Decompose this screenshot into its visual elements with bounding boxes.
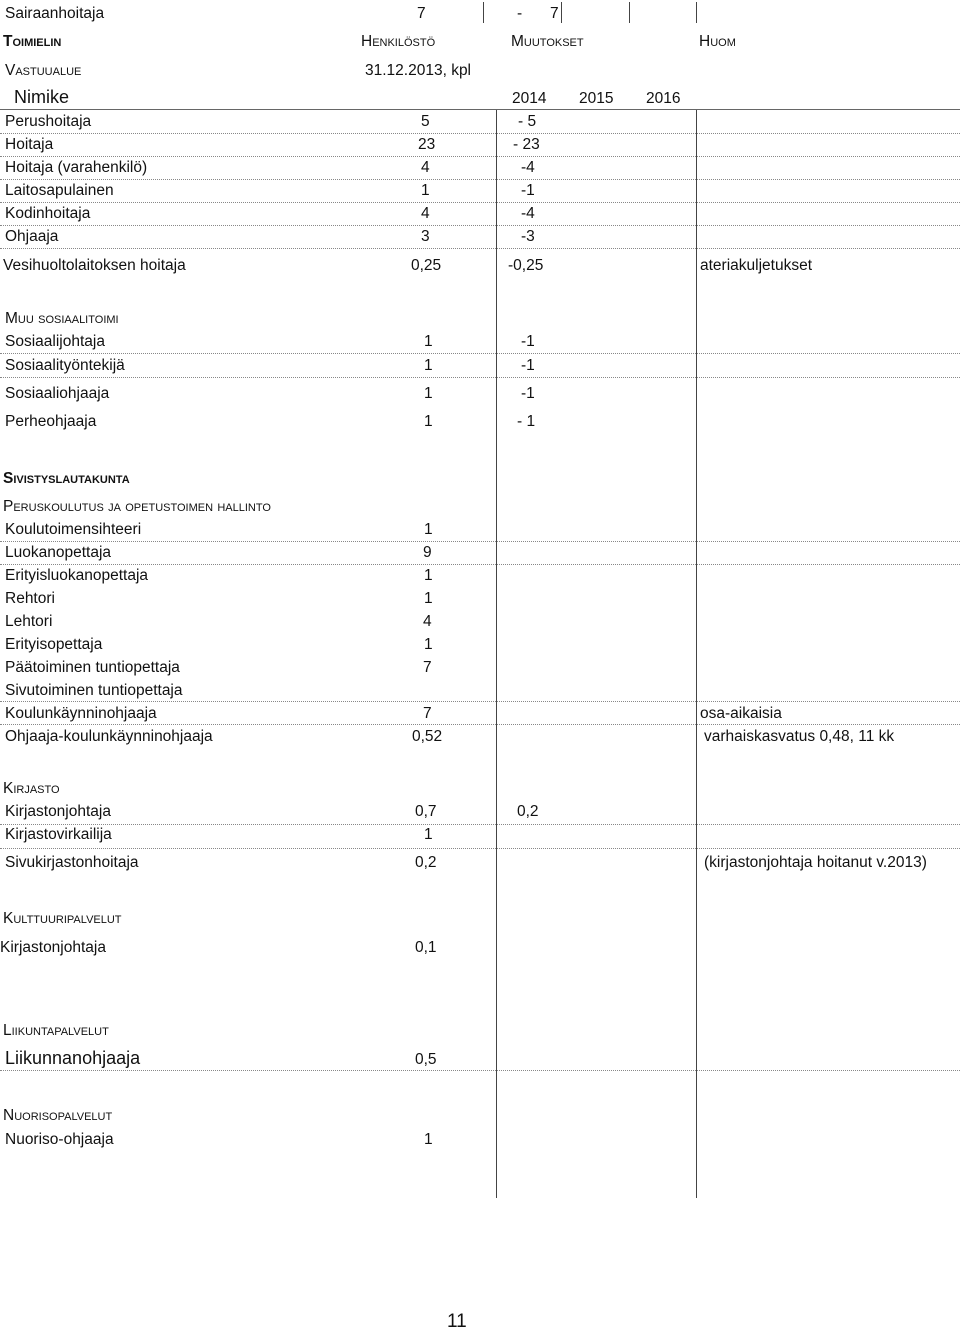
row-title: Hoitaja (varahenkilö) xyxy=(5,159,148,176)
row-count: 7 xyxy=(417,5,426,22)
vastuualue-date: 31.12.2013, kpl xyxy=(365,62,472,79)
row-count: 0,5 xyxy=(415,1051,437,1068)
row-title: Sosiaalityöntekijä xyxy=(5,357,125,374)
row-count: 1 xyxy=(424,636,433,653)
vastuualue-label: Vastuualue xyxy=(5,62,82,79)
section-heading: Liikuntapalvelut xyxy=(3,1022,109,1039)
column-divider xyxy=(483,2,484,23)
row-title: Kirjastovirkailija xyxy=(5,826,112,843)
row-count: 0,1 xyxy=(415,939,437,956)
row-count: 0,2 xyxy=(415,854,437,871)
row-title: Kodinhoitaja xyxy=(5,205,91,222)
row-title: Sivutoiminen tuntiopettaja xyxy=(5,682,183,699)
column-divider xyxy=(696,2,697,23)
section-heading: Kulttuuripalvelut xyxy=(3,910,122,927)
row-change: - 5 xyxy=(518,113,537,130)
row-count: 1 xyxy=(424,413,433,430)
row-count: 1 xyxy=(424,567,433,584)
row-count: 1 xyxy=(424,826,433,843)
row-count: 5 xyxy=(421,113,430,130)
section-heading: Kirjasto xyxy=(3,780,60,797)
column-divider xyxy=(629,2,630,23)
year-header: 2014 xyxy=(512,90,547,107)
year-header: 2016 xyxy=(646,90,681,107)
row-count: 0,7 xyxy=(415,803,437,820)
row-change: - 1 xyxy=(517,413,536,430)
row-rule xyxy=(0,377,960,378)
row-title: Koulutoimensihteeri xyxy=(5,521,142,538)
header-huom: Huom xyxy=(699,33,736,50)
column-divider xyxy=(496,110,497,1198)
row-count: 1 xyxy=(424,385,433,402)
row-count: 3 xyxy=(421,228,430,245)
row-rule xyxy=(0,564,960,565)
header-muutokset: Muutokset xyxy=(511,33,584,50)
row-rule xyxy=(0,133,960,134)
row-title: Luokanopettaja xyxy=(5,544,112,561)
row-title: Hoitaja xyxy=(5,136,54,153)
row-change: -1 xyxy=(521,385,535,402)
row-note: osa-aikaisia xyxy=(700,705,782,722)
row-title: Kirjastonjohtaja xyxy=(0,939,106,956)
row-title: Päätoiminen tuntiopettaja xyxy=(5,659,180,676)
row-count: 0,25 xyxy=(411,257,442,274)
row-count: 1 xyxy=(424,590,433,607)
row-count: 1 xyxy=(424,333,433,350)
row-count: 7 xyxy=(423,705,432,722)
row-rule xyxy=(0,724,960,725)
row-note: ateriakuljetukset xyxy=(700,257,813,274)
row-change: - xyxy=(517,5,523,22)
row-count: 7 xyxy=(423,659,432,676)
row-title: Erityisluokanopettaja xyxy=(5,567,149,584)
column-divider xyxy=(696,110,697,1198)
header-rule xyxy=(0,109,960,110)
row-rule xyxy=(0,248,960,249)
row-rule xyxy=(0,541,960,542)
row-change: -1 xyxy=(521,357,535,374)
row-change: -1 xyxy=(521,182,535,199)
row-count: 23 xyxy=(418,136,436,153)
row-title: Rehtori xyxy=(5,590,55,607)
row-note: (kirjastonjohtaja hoitanut v.2013) xyxy=(704,854,927,871)
row-title: Sosiaalijohtaja xyxy=(5,333,105,350)
row-count: 1 xyxy=(424,521,433,538)
nimike-header: Nimike xyxy=(14,87,70,107)
row-title: Perushoitaja xyxy=(5,113,92,130)
row-title: Sairaanhoitaja xyxy=(5,5,105,22)
row-count: 4 xyxy=(421,159,430,176)
page-number: 11 xyxy=(447,1311,467,1332)
section-heading: Nuorisopalvelut xyxy=(3,1107,113,1124)
row-rule xyxy=(0,848,960,849)
row-title: Erityisopettaja xyxy=(5,636,103,653)
row-rule xyxy=(0,1070,960,1071)
section-subheading: Peruskoulutus ja opetustoimen hallinto xyxy=(3,498,271,515)
row-title: Koulunkäynninohjaaja xyxy=(5,705,157,722)
year-header: 2015 xyxy=(579,90,614,107)
row-change: - 23 xyxy=(513,136,540,153)
row-count: 4 xyxy=(423,613,432,630)
row-rule xyxy=(0,824,960,825)
row-title: Sivukirjastonhoitaja xyxy=(5,854,139,871)
section-heading: Sivistyslautakunta xyxy=(3,470,130,487)
row-title: Liikunnanohjaaja xyxy=(5,1048,141,1068)
row-change: -4 xyxy=(521,205,535,222)
header-henkilosto: Henkilöstö xyxy=(361,33,436,50)
row-rule xyxy=(0,156,960,157)
row-change: -1 xyxy=(521,333,535,350)
row-change: 0,2 xyxy=(517,803,539,820)
row-title: Kirjastonjohtaja xyxy=(5,803,111,820)
row-title: Laitosapulainen xyxy=(5,182,114,199)
row-title: Perheohjaaja xyxy=(5,413,97,430)
row-count: 1 xyxy=(421,182,430,199)
row-count: 1 xyxy=(424,357,433,374)
row-change: -4 xyxy=(521,159,535,176)
row-title: Lehtori xyxy=(5,613,53,630)
row-count: 0,52 xyxy=(412,728,443,745)
row-count: 4 xyxy=(421,205,430,222)
column-divider xyxy=(561,2,562,23)
row-rule xyxy=(0,202,960,203)
row-count: 9 xyxy=(423,544,432,561)
row-rule xyxy=(0,353,960,354)
row-count: 1 xyxy=(424,1131,433,1148)
row-title: Ohjaaja-koulunkäynninohjaaja xyxy=(5,728,213,745)
row-change: -0,25 xyxy=(508,257,544,274)
row-note: varhaiskasvatus 0,48, 11 kk xyxy=(704,728,895,745)
row-rule xyxy=(0,701,960,702)
row-rule xyxy=(0,225,960,226)
section-heading: Muu sosiaalitoimi xyxy=(5,310,119,327)
row-title: Ohjaaja xyxy=(5,228,59,245)
header-toimielin: Toimielin xyxy=(3,33,62,50)
row-change: 7 xyxy=(550,5,559,22)
row-title: Vesihuoltolaitoksen hoitaja xyxy=(3,257,186,274)
row-title: Nuoriso-ohjaaja xyxy=(5,1131,114,1148)
row-rule xyxy=(0,179,960,180)
row-title: Sosiaaliohjaaja xyxy=(5,385,110,402)
row-change: -3 xyxy=(521,228,535,245)
